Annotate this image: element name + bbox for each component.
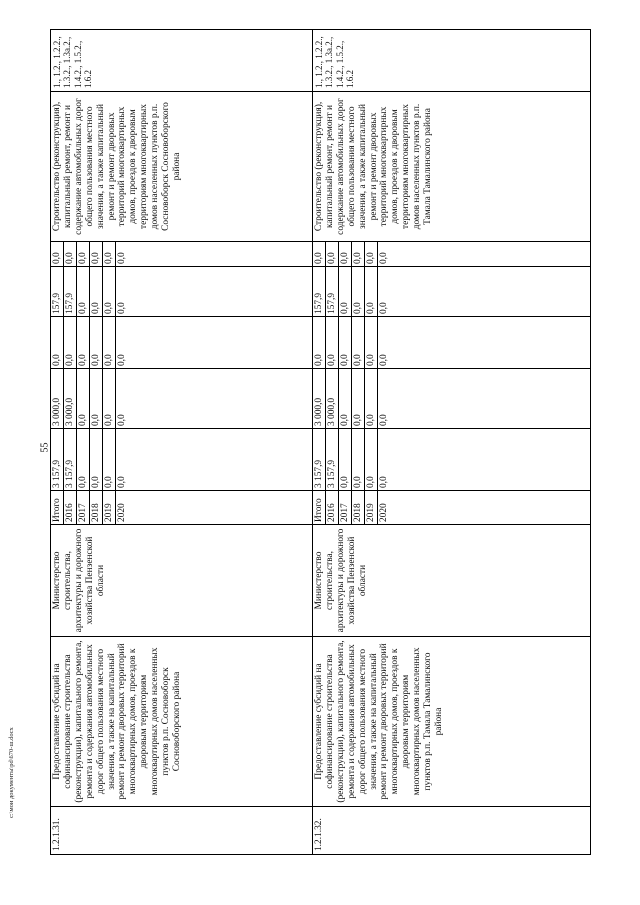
value-cell: 0,0: [117, 252, 127, 264]
executor: Министерство строительства, архитектуры и дорожного хозяйства Пензенской области: [313, 525, 591, 637]
value-cell: 0,0: [365, 242, 378, 266]
value-cell: 3 000,0: [51, 369, 64, 428]
rotated-table-container: [50, 30, 590, 855]
value-cell: 0,0: [51, 317, 64, 368]
value-cell: 157,9: [51, 267, 64, 316]
value-cell: 3 000,0: [326, 369, 339, 428]
value-cell: 0,0: [77, 242, 90, 266]
local-column: [51, 267, 313, 317]
row-id: 1.2.1.31.: [51, 807, 313, 855]
value-cell: 0,0: [379, 252, 389, 264]
value-cell: 0,0: [365, 267, 378, 316]
local-column: [313, 267, 591, 317]
year-cell: Итого: [51, 491, 64, 524]
value-cell: 0,0: [103, 242, 116, 266]
value-cell: 0,0: [352, 242, 365, 266]
regional-column: [313, 369, 591, 429]
value-cell: 0,0: [352, 267, 365, 316]
value-cell: 0,0: [365, 369, 378, 428]
table-row: [313, 30, 591, 855]
federal-column: [313, 317, 591, 369]
table-row: [51, 30, 313, 855]
expected-result: Строительство (реконструкция), капитальный ремонт, ремонт и содержание автомобильных дорог общего пользования местного значения, а также капитальный ремонт и ремонт дворовых территорий многоквартирных домов, проездов к дворовым территориям многоквартирных домов населенных пунктов р.п. Тамала Тамалинского района: [313, 92, 591, 242]
value-cell: 157,9: [326, 267, 339, 316]
value-cell: 3 157,9: [313, 429, 326, 490]
year-cell: Итого: [313, 491, 326, 524]
value-cell: 0,0: [103, 429, 116, 490]
value-cell: 0,0: [103, 317, 116, 368]
value-cell: 0,0: [339, 429, 352, 490]
value-cell: 0,0: [64, 317, 77, 368]
value-cell: 0,0: [77, 429, 90, 490]
row-id: 1.2.1.32.: [313, 807, 591, 855]
value-cell: 0,0: [90, 317, 103, 368]
other-column: [313, 242, 591, 267]
year-cell: 2017: [339, 491, 352, 524]
executor: Министерство строительства, архитектуры и дорожного хозяйства Пензенской области: [51, 525, 313, 637]
value-cell: 0,0: [64, 242, 77, 266]
value-cell: 3 000,0: [313, 369, 326, 428]
year-cell: 2020: [117, 503, 127, 522]
value-cell: 0,0: [379, 354, 389, 366]
value-cell: 157,9: [64, 267, 77, 316]
value-cell: 0,0: [90, 242, 103, 266]
indicator-codes: 1., 1.2., 1.2.2., 1.3.2., 1.3а.2., 1.4.2., 1.5.2., 1.6.2: [313, 30, 591, 92]
expected-result: Строительство (реконструкция), капитальный ремонт, ремонт и содержание автомобильных дорог общего пользования местного значения, а также капитальный ремонт и ремонт дворовых территорий многоквартирных домов, проездов к дворовым территориям многоквартирных домов населенных пунктов р.п. Сосновоборск Сосновоборского района: [51, 92, 313, 242]
event-description: Предоставление субсидий на софинансирование строительства (реконструкции), капитального ремонта, ремонта и содержания автомобильных дорог общего пользования местного значения, а также на капитальный ремонт и ремонт дворовых территорий многоквартирных домов, проездов к дворовым территориям многоквартирных домов населенных пунктов р.п. Тамала Тамалинского района: [313, 637, 591, 807]
value-cell: 3 157,9: [326, 429, 339, 490]
page-number: 55: [39, 442, 51, 453]
total-column: [51, 429, 313, 491]
year-cell: 2018: [90, 491, 103, 524]
value-cell: 0,0: [379, 302, 389, 314]
federal-column: [51, 317, 313, 369]
value-cell: 0,0: [365, 317, 378, 368]
total-column: [313, 429, 591, 491]
value-cell: 0,0: [90, 267, 103, 316]
year-cell: 2016: [326, 491, 339, 524]
year-cell: 2020: [379, 503, 389, 522]
value-cell: 3 157,9: [51, 429, 64, 490]
value-cell: 0,0: [379, 476, 389, 488]
value-cell: 0,0: [352, 369, 365, 428]
value-cell: 0,0: [313, 242, 326, 266]
value-cell: 0,0: [326, 242, 339, 266]
value-cell: 157,9: [313, 267, 326, 316]
value-cell: 0,0: [339, 317, 352, 368]
value-cell: 0,0: [117, 302, 127, 314]
value-cell: 0,0: [339, 369, 352, 428]
value-cell: 0,0: [77, 267, 90, 316]
program-table: [50, 29, 591, 855]
event-description: Предоставление субсидий на софинансирование строительства (реконструкции), капитального ремонта, ремонта и содержания автомобильных дорог общего пользования местного значения, а также на капитальный ремонт и ремонт дворовых территорий многоквартирных домов, проездов к дворовым территориям многоквартирных домов населенных пунктов р.п. Сосновоборск Сосновоборского района: [51, 637, 313, 807]
footer-file-path: c:\мои документы\pd\670-ш.docx: [8, 727, 15, 818]
years-column: [313, 491, 591, 525]
value-cell: 0,0: [117, 354, 127, 366]
value-cell: 0,0: [51, 242, 64, 266]
value-cell: 0,0: [339, 267, 352, 316]
value-cell: 0,0: [90, 429, 103, 490]
year-cell: 2019: [365, 491, 378, 524]
year-cell: 2017: [77, 491, 90, 524]
indicator-codes: 1., 1.2., 1.2.2., 1.3.2., 1.3а.2., 1.4.2., 1.5.2., 1.6.2: [51, 30, 313, 92]
value-cell: 0,0: [77, 317, 90, 368]
value-cell: 0,0: [90, 369, 103, 428]
value-cell: 0,0: [117, 414, 127, 426]
year-cell: 2018: [352, 491, 365, 524]
value-cell: 0,0: [77, 369, 90, 428]
value-cell: 0,0: [326, 317, 339, 368]
value-cell: 0,0: [379, 414, 389, 426]
value-cell: 0,0: [352, 317, 365, 368]
value-cell: 0,0: [117, 476, 127, 488]
value-cell: 0,0: [339, 242, 352, 266]
other-column: [51, 242, 313, 267]
year-cell: 2016: [64, 491, 77, 524]
value-cell: 0,0: [313, 317, 326, 368]
value-cell: 0,0: [103, 369, 116, 428]
regional-column: [51, 369, 313, 429]
value-cell: 0,0: [352, 429, 365, 490]
value-cell: 0,0: [103, 267, 116, 316]
years-column: [51, 491, 313, 525]
year-cell: 2019: [103, 491, 116, 524]
value-cell: 3 000,0: [64, 369, 77, 428]
value-cell: 3 157,9: [64, 429, 77, 490]
value-cell: 0,0: [365, 429, 378, 490]
